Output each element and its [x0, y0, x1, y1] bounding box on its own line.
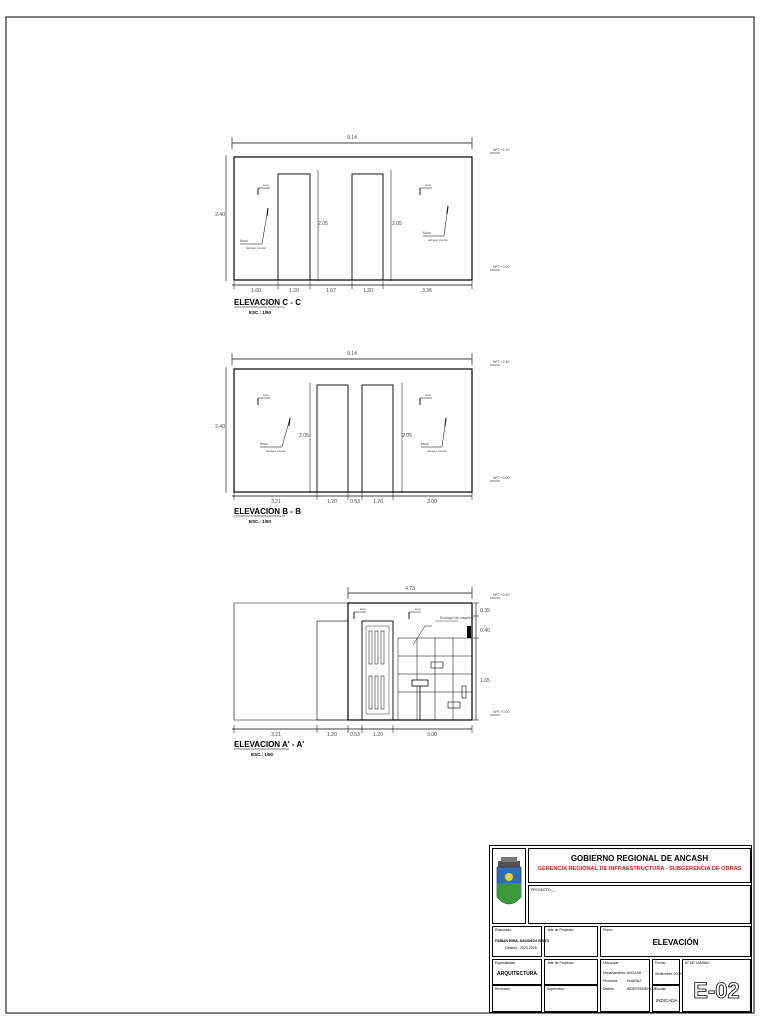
fecha-label: Fecha:: [655, 961, 666, 965]
revisado-cell: [492, 985, 542, 1012]
provincia-label: Provincia: [603, 979, 618, 983]
org-subtitle: GERENCIA REGIONAL DE INFRAESTRUCTURA - SUBGERENCIA DE OBRAS: [537, 866, 742, 872]
door-opening-2: [352, 174, 383, 280]
lamina-label: N° DE LAMINA:: [685, 961, 710, 965]
bottom-dim-4: 1.20: [373, 732, 383, 738]
especialidad-cell: [492, 959, 542, 985]
wall-note-1-sub: tarrajeo interior: [266, 449, 287, 453]
supervisor-label: Supervisor:: [547, 987, 565, 991]
wall-outline: [234, 157, 472, 280]
level-bottom: NPT.+0.00: [493, 476, 510, 480]
level-top: NPT.+2.40: [493, 593, 510, 597]
elevation-a-a: [232, 586, 509, 757]
jefe-proyecto-cell: [544, 959, 598, 985]
ceiling-tag-2: losa: [415, 607, 421, 611]
bottom-dim-2: 1.20: [289, 288, 299, 294]
wall-note-1: Muro: [240, 239, 248, 243]
wall-note-1-sub: tarrajeo interior: [246, 246, 267, 250]
ceiling-tag-2: losa: [425, 393, 431, 397]
bottom-dim-1: 3.21: [271, 732, 281, 738]
ubicacion-label: Ubicación:: [603, 961, 620, 965]
elevation-scale: ESC.: 1/50: [249, 519, 272, 524]
especialidad-label: Especialidad:: [495, 961, 516, 965]
plano-value: ELEVACIÓN: [652, 938, 699, 947]
title-block: [489, 845, 752, 1013]
distrito-value: : INDEPENDENCIA: [625, 987, 656, 991]
elevation-scale: ESC.: 1/50: [249, 310, 272, 315]
departamento-value: : ANCASH: [625, 971, 642, 975]
gestion: Gestión : 2023-2026: [505, 946, 537, 950]
level-bottom: NPT.+0.00: [493, 265, 510, 269]
elevation-title: ELEVACION A' - A': [234, 740, 305, 749]
elevation-title: ELEVACION B - B: [234, 507, 301, 516]
level-bottom: NPT.+0.00: [493, 710, 510, 714]
fecha-value: Setiembre 2024: [655, 972, 682, 976]
sheet-number: E-02: [693, 978, 740, 1003]
right-dim-2: 0.40: [480, 628, 490, 634]
project-cell: [528, 885, 751, 924]
logo-cell: [492, 848, 526, 924]
project-label: PROYECTO:: [531, 888, 552, 892]
wall-note-2-sub: tarrajeo interior: [427, 449, 448, 453]
regional-shield-logo: [493, 849, 525, 923]
ubicacion-cell: [600, 959, 656, 1012]
wall-note-1: Muro: [260, 442, 268, 446]
bottom-dim-3: 1.67: [326, 288, 336, 294]
jefe-cell: [544, 926, 598, 957]
fecha-cell: [652, 959, 680, 985]
ceiling-tag-1: losa: [360, 607, 366, 611]
wall-note-2: Muro: [423, 231, 431, 235]
height-dim: 2.40: [215, 424, 225, 430]
elevation-scale: ESC.: 1/50: [251, 752, 274, 757]
ceiling-tag-1: losa: [263, 183, 269, 187]
opening-height-2: 2.05: [402, 433, 412, 439]
lamina-cell: [682, 959, 751, 1012]
wall-outline: [234, 369, 472, 492]
elevation-c-c: [215, 135, 509, 315]
opening-height-1: 2.05: [318, 221, 328, 227]
jefe-label: Jefe de Proyecto:: [547, 928, 575, 932]
level-top: NPT.+2.40: [493, 148, 510, 152]
elevation-b-b: [215, 351, 509, 524]
project-value: __: [551, 888, 555, 892]
plano-label: Plano:: [603, 928, 613, 932]
especialidad-value: ARQUITECTURA: [497, 971, 537, 977]
overall-width-dim: 9.14: [347, 135, 357, 141]
bottom-dim-5: 3.00: [427, 732, 437, 738]
door-opening-1: [278, 174, 310, 280]
top-dim: 4.73: [405, 586, 415, 592]
org-title: GOBIERNO REGIONAL DE ANCASH: [570, 854, 709, 863]
ceiling-tag-2: losa: [425, 183, 431, 187]
door-opening-1: [317, 385, 348, 492]
tile-note: Enchape de mayólica: [440, 616, 474, 620]
plano-cell: [600, 926, 751, 957]
opening-height-1: 2.05: [299, 433, 309, 439]
elevation-title: ELEVACION C - C: [234, 298, 301, 307]
elaborado-cell: [492, 926, 550, 957]
panel-door: [362, 621, 393, 720]
wall-note-2-sub: tarrajeo interior: [428, 238, 449, 242]
opening-height-2: 2.05: [392, 221, 402, 227]
provincia-value: : HUARAZ: [625, 979, 642, 983]
bottom-dim-2: 1.20: [327, 732, 337, 738]
wall-note-2: Muro: [421, 442, 429, 446]
elaborado-name: FABIAN RIMA, NAVIDEZA BRITO: [495, 939, 550, 943]
bottom-dim-5: 3.36: [422, 288, 432, 294]
level-top: NPT.+2.40: [493, 360, 510, 364]
right-dim-1: 0.35: [480, 608, 490, 614]
escala-cell: [652, 985, 680, 1012]
supervisor-cell: [544, 985, 598, 1012]
door-opening-2: [362, 385, 393, 492]
revisado-label: Revisado:: [495, 987, 511, 991]
bottom-dim-4: 1.20: [373, 499, 383, 505]
bottom-dim-3: 0.53: [350, 732, 360, 738]
org-header-cell: [528, 848, 751, 883]
elaborado-label: Elaborado:: [495, 928, 512, 932]
height-dim: 2.40: [215, 212, 225, 218]
departamento-label: Departamento: [603, 971, 626, 975]
bottom-dim-5: 3.00: [427, 499, 437, 505]
bottom-dim-4: 1.20: [363, 288, 373, 294]
bottom-dim-3: 0.53: [350, 499, 360, 505]
overall-width-dim: 9.14: [347, 351, 357, 357]
distrito-label: Distrito: [603, 987, 614, 991]
escala-label: Escala:: [655, 987, 667, 991]
bottom-dim-1: 1.60: [251, 288, 261, 294]
jefe-proyecto-label: Jefe de Proyecto:: [547, 961, 575, 965]
right-dim-3: 1.65: [480, 678, 490, 684]
escala-value: INDICADA: [656, 998, 678, 1003]
bottom-dim-1: 3.21: [271, 499, 281, 505]
ceiling-tag-1: losa: [263, 393, 269, 397]
bottom-dim-2: 1.20: [327, 499, 337, 505]
